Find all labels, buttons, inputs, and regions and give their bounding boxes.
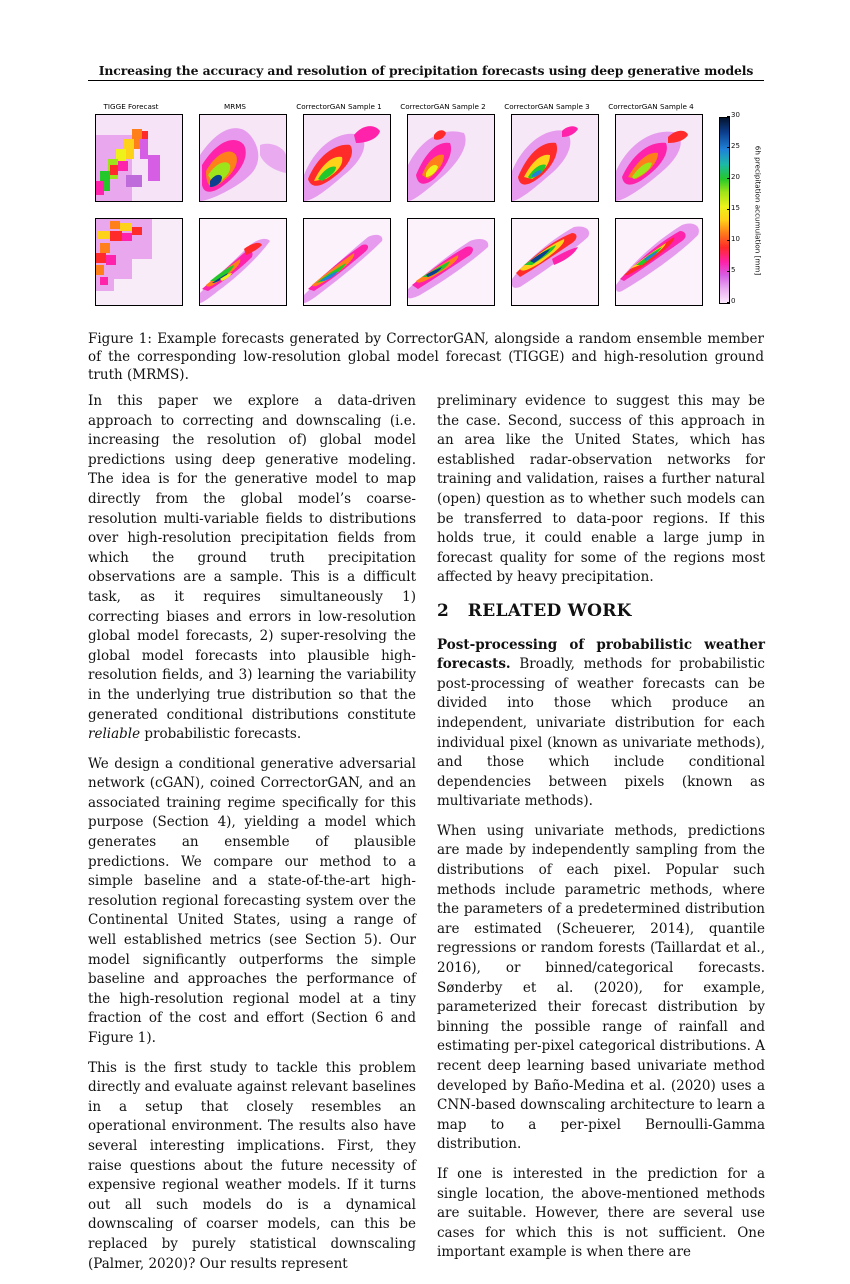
column-title-sample-1: CorrectorGAN Sample 1: [296, 102, 382, 111]
paragraph: Post-processing of probabilistic weather forecasts. Broadly, methods for probabilistic post-processing of weather forecasts can be divided into those which produce an independent, univariate distribution for each individual pixel (known as univariate methods), and those which include conditional dependencies between pixels (known as multivariate methods).: [437, 636, 765, 810]
right-column: [437, 392, 765, 1273]
panel-mrms-row2: [199, 218, 287, 306]
column-title-sample-3: CorrectorGAN Sample 3: [504, 102, 590, 111]
panel-sample3-row1: [511, 114, 599, 202]
paragraph-run-in-heading: Post-processing of probabilistic weather forecasts.: [437, 636, 765, 673]
panel-tigge-row2: [95, 218, 183, 306]
column-title-tigge: TIGGE Forecast: [103, 102, 159, 111]
paragraph: This is the first study to tackle this problem directly and evaluate against relevant baselines in a setup that closely resembles an operational environment. The results also have several interesting implications. First, they raise questions about the future necessity of expensive regional weather models. If it turns out all such models do is a dynamical downscaling of coarser models, can this be replaced by purely statistical downscaling (Palmer, 2020)? Our results represent: [88, 1059, 416, 1272]
panel-sample3-row2: [511, 218, 599, 306]
colorbar-tick: 5: [731, 266, 736, 274]
colorbar-tick: 25: [731, 142, 740, 150]
column-title-sample-4: CorrectorGAN Sample 4: [608, 102, 694, 111]
panel-tigge-row1: [95, 114, 183, 202]
column-title-sample-2: CorrectorGAN Sample 2: [400, 102, 486, 111]
left-column: [88, 392, 416, 1284]
column-title-mrms: MRMS: [224, 102, 246, 111]
colorbar: [719, 117, 730, 304]
colorbar-label: 6h precipitation accumulation [mm]: [753, 145, 763, 276]
paragraph: When using univariate methods, predictions are made by independently sampling from the distributions of each pixel. Popular such methods include parametric methods, where the parameters of a predetermined distribution are estimated (Scheuerer, 2014), quantile regressions or random forests (Taillardat et al., 2016), or binned/categorical forecasts. Sønderby et al. (2020), for example, parameterized their forecast distribution by binning the possible range of rainfall and estimating per-pixel categorical distributions. A recent deep learning based univariate method developed by Baño-Medina et al. (2020) uses a CNN-based downscaling architecture to learn a map to a per-pixel Bernoulli-Gamma distribution.: [437, 822, 765, 1153]
panel-sample1-row2: [303, 218, 391, 306]
colorbar-tick: 20: [731, 173, 740, 181]
running-head: Increasing the accuracy and resolution of precipitation forecasts using deep generative models: [98, 63, 754, 78]
figure-caption: Figure 1: Example forecasts generated by CorrectorGAN, alongside a random ensemble member of the corresponding low-resolution global model forecast (TIGGE) and high-resolution ground truth (MRMS).: [88, 331, 764, 383]
paragraph: If one is interested in the prediction for a single location, the above-mentioned methods are suitable. However, there are several use cases for which this is not sufficient. One important example is when there are: [437, 1165, 765, 1261]
panel-sample4-row2: [615, 218, 703, 306]
colorbar-tick: 30: [731, 111, 740, 119]
panel-sample2-row1: [407, 114, 495, 202]
panel-sample2-row2: [407, 218, 495, 306]
panel-sample4-row1: [615, 114, 703, 202]
colorbar-tick: 15: [731, 204, 740, 212]
figure-1: [88, 100, 764, 315]
colorbar-tick: 0: [731, 297, 736, 305]
paragraph: preliminary evidence to suggest this may be the case. Second, success of this approach in an area like the United States, which has established radar-observation networks for training and validation, raises a further natural (open) question as to whether such models can be transferred to data-poor regions. If this holds true, it could enable a large jump in forecast quality for some of the regions most affected by heavy precipitation.: [437, 393, 765, 586]
panel-sample1-row1: [303, 114, 391, 202]
section-heading: 2 RELATED WORK: [437, 600, 632, 621]
header-rule: [88, 80, 764, 81]
panel-mrms-row1: [199, 114, 287, 202]
paragraph: In this paper we explore a data-driven approach to correcting and downscaling (i.e. increasing the resolution of) global model predictions using deep generative modeling. The idea is for the generative model to map directly from the global model’s coarse-resolution multi-variable fields to distributions over high-resolution precipitation fields from which the ground truth precipitation observations are a sample. This is a difficult task, as it requires simultaneously 1) correcting biases and errors in low-resolution global model forecasts, 2) super-resolving the global model forecasts into plausible high-resolution fields, and 3) learning the variability in the underlying true distribution so that the generated conditional distributions constitute reliable probabilistic forecasts.: [88, 393, 416, 743]
colorbar-tick: 10: [731, 235, 740, 243]
paragraph: We design a conditional generative adversarial network (cGAN), coined CorrectorGAN, and an associated training regime specifically for this purpose (Section 4), yielding a model which generates an ensemble of plausible predictions. We compare our method to a simple baseline and a state-of-the-art high-resolution regional forecasting system over the Continental United States, using a range of well established metrics (see Section 5). Our model significantly outperforms the simple baseline and approaches the performance of the high-resolution regional model at a tiny fraction of the cost and effort (Section 6 and Figure 1).: [88, 755, 416, 1046]
